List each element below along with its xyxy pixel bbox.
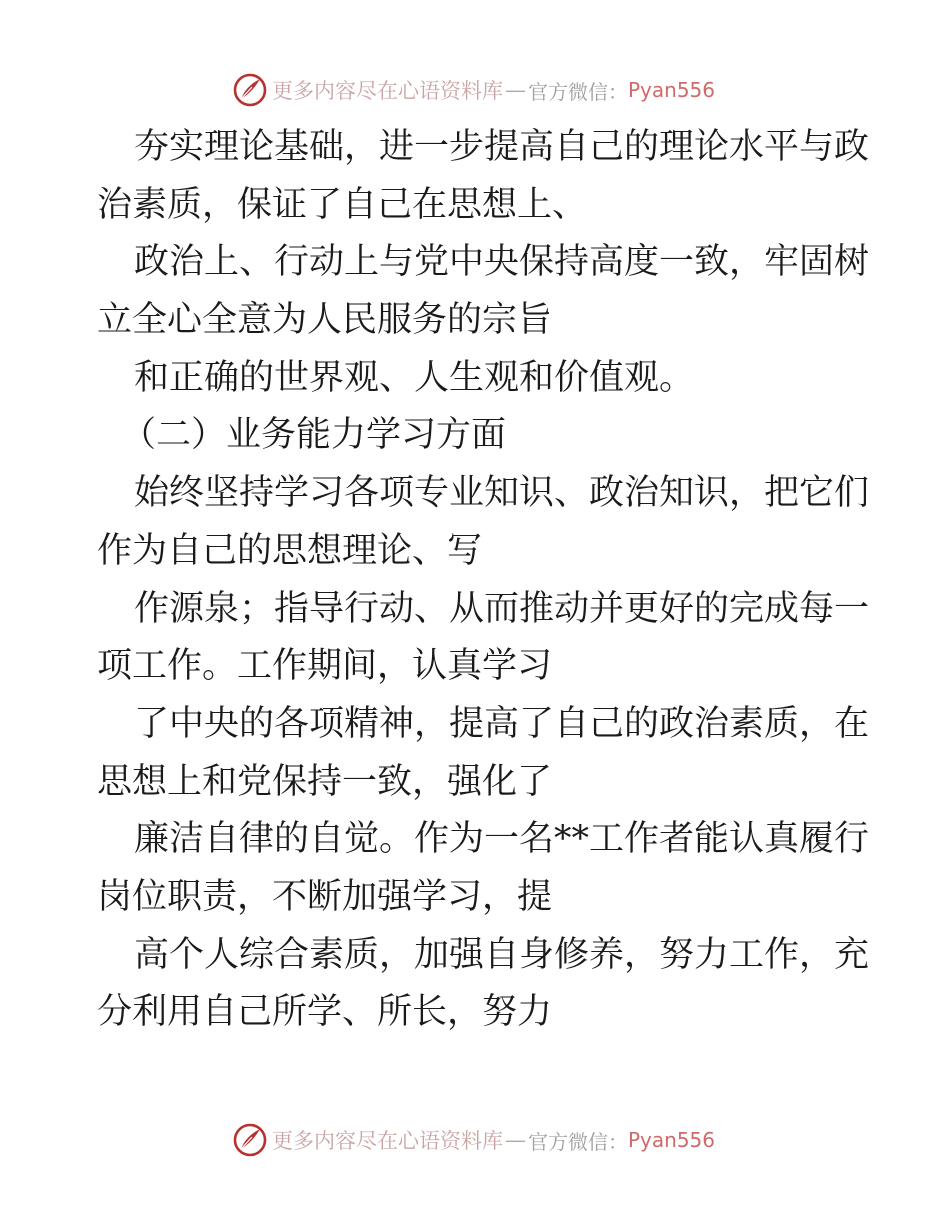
watermark-wechat-label: 官方微信：	[528, 79, 628, 104]
watermark-dash: —	[505, 1128, 526, 1152]
text-line: 高个人综合素质，加强自身修养，努力工作，充	[134, 934, 870, 975]
text-line: 始终坚持学习各项专业知识、政治知识，把它们	[134, 473, 870, 514]
text-line: 立全心全意为人民服务的宗旨	[97, 300, 553, 341]
watermark-dash: —	[505, 78, 526, 102]
text-line: 治素质，保证了自己在思想上、	[97, 184, 588, 225]
text-line: 作源泉；指导行动、从而推动并更好的完成每一	[134, 588, 870, 629]
text-line: 廉洁自律的自觉。作为一名**工作者能认真履行	[134, 819, 870, 860]
text-line: 夯实理论基础，进一步提高自己的理论水平与政	[134, 127, 870, 167]
feather-pen-logo-icon	[232, 72, 268, 108]
text-line: 思想上和党保持一致，强化了	[97, 761, 553, 802]
watermark-wechat-label: 官方微信：	[528, 1129, 628, 1154]
text-line: 岗位职责，不断加强学习，提	[97, 876, 553, 917]
watermark-wechat-id: Pyan556	[628, 1128, 716, 1152]
watermark-banner-top	[232, 70, 715, 110]
watermark-site-text: 更多内容尽在心语资料库	[272, 1129, 503, 1153]
text-line: 了中央的各项精神，提高了自己的政治素质，在	[134, 703, 870, 744]
document-body	[97, 119, 870, 1042]
watermark-wechat-id: Pyan556	[628, 78, 716, 102]
watermark-banner-bottom	[232, 1120, 715, 1160]
text-line: 项工作。工作期间，认真学习	[97, 646, 553, 687]
text-line: 分利用自己所学、所长，努力	[97, 992, 553, 1033]
feather-pen-logo-icon	[232, 1122, 268, 1158]
text-line: 和正确的世界观、人生观和价值观。	[134, 357, 695, 398]
text-line: 作为自己的思想理论、写	[97, 530, 483, 571]
text-line: 政治上、行动上与党中央保持高度一致，牢固树	[134, 242, 870, 283]
watermark-site-text: 更多内容尽在心语资料库	[272, 79, 503, 103]
section-heading: （二）业务能力学习方面	[121, 415, 507, 456]
